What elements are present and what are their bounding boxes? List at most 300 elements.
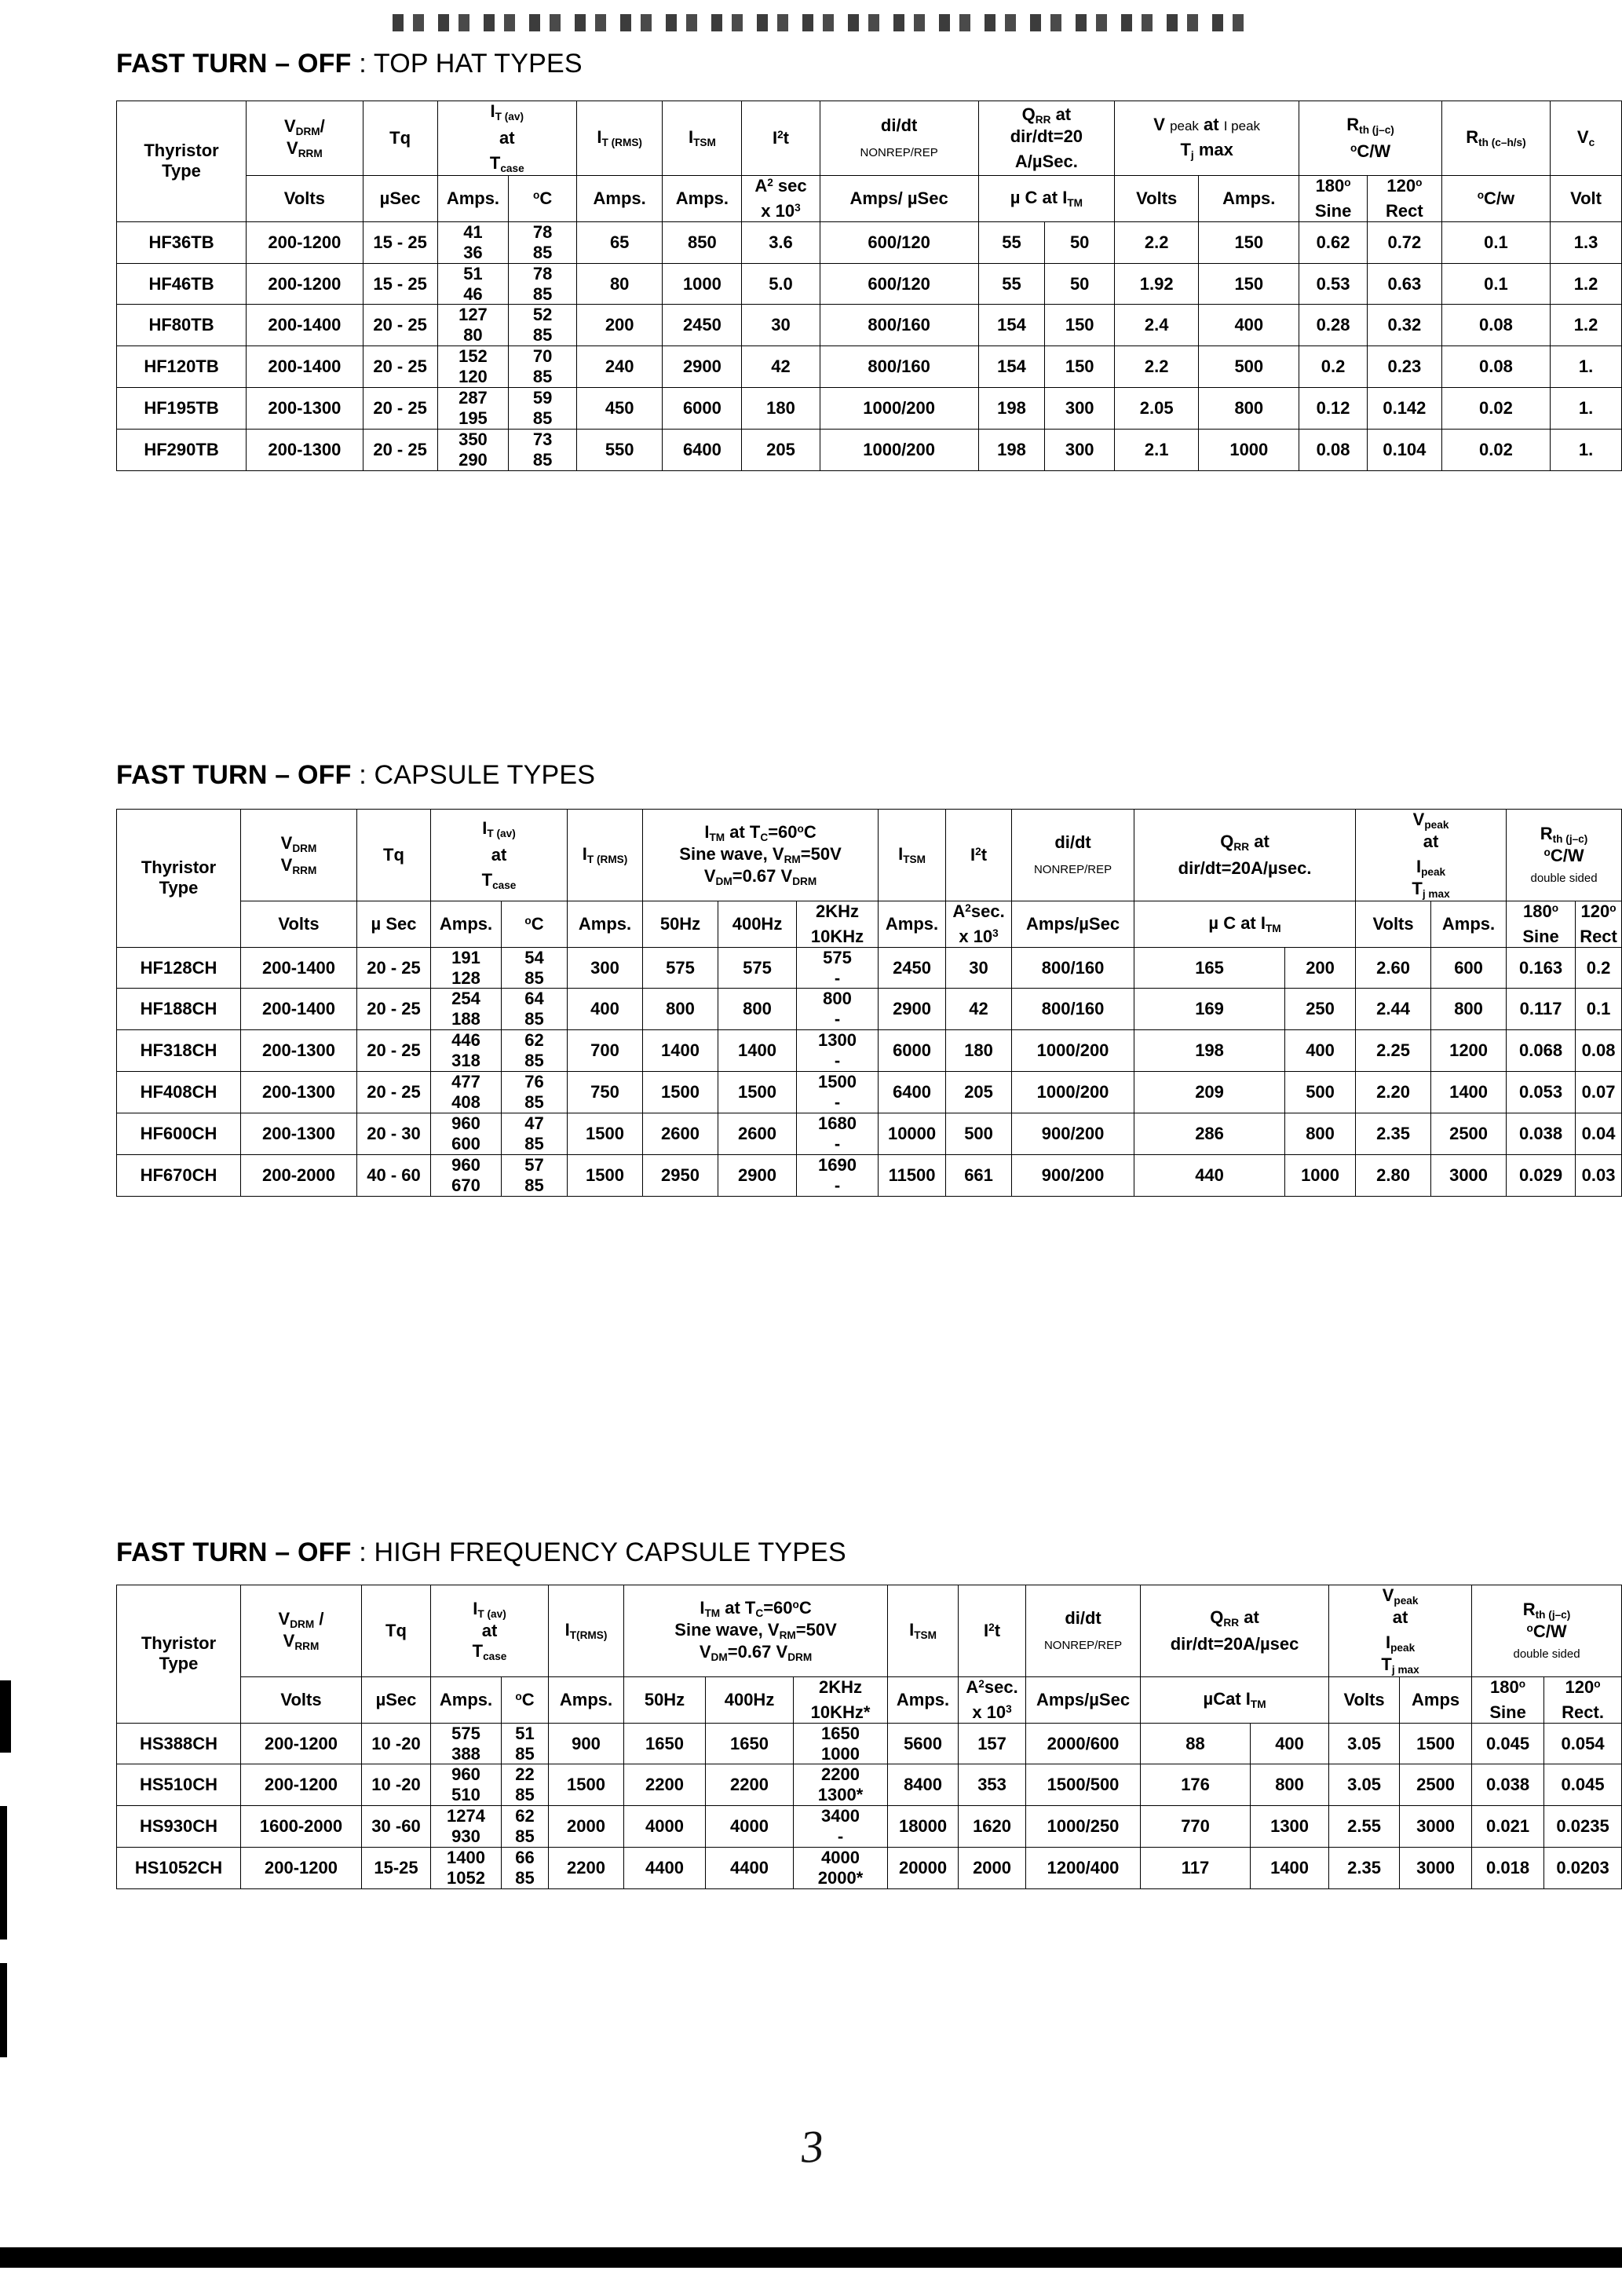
cell-didt: 1000/250 <box>1026 1806 1141 1848</box>
unit-cw: $^o$C/w <box>1441 175 1550 221</box>
cell-didt: 800/160 <box>1012 947 1134 989</box>
cell-i2t: 30 <box>946 947 1012 989</box>
cell-qrr: 440 <box>1134 1155 1285 1197</box>
cell-rth120: 0.0235 <box>1544 1806 1622 1848</box>
cell-vpeak: 3.05 <box>1329 1723 1400 1764</box>
cell-itrms: 750 <box>568 1072 643 1113</box>
unit-amps-peak: Amps. <box>1199 175 1299 221</box>
cell-didt: 900/200 <box>1012 1113 1134 1155</box>
cell-rth120: 0.32 <box>1367 305 1441 346</box>
cell-qrr: 209 <box>1134 1072 1285 1113</box>
cell-rth180: 0.038 <box>1472 1764 1544 1806</box>
cell-qrr1: 198 <box>978 430 1045 471</box>
cell-voltage: 200-1200 <box>241 1764 362 1806</box>
header-vdrm-vrrm: $V_{DRM}/$ $V_{RRM}$ <box>247 101 363 176</box>
cell-itav: 152 120 <box>437 346 509 388</box>
unit-120-rect: 120$^o$ Rect <box>1576 901 1622 947</box>
cell-didt: 1200/400 <box>1026 1848 1141 1889</box>
cell-i2t: 5.0 <box>742 263 820 305</box>
cell-tcase: 22 85 <box>502 1764 549 1806</box>
cell-rth180: 0.2 <box>1299 346 1368 388</box>
header-tq: Tq <box>357 810 431 901</box>
unit-amps-rms: Amps. <box>577 175 663 221</box>
cell-itsm: 1000 <box>663 263 742 305</box>
cell-rth180: 0.08 <box>1299 430 1368 471</box>
cell-itm-400hz: 4400 <box>706 1848 794 1889</box>
table-header-row <box>117 101 1622 176</box>
cell-qrr: 88 <box>1141 1723 1251 1764</box>
cell-voltage: 200-1300 <box>241 1072 357 1113</box>
cell-voltage: 200-1200 <box>241 1848 362 1889</box>
cell-type: HF670CH <box>117 1155 241 1197</box>
cell-rth120: 0.04 <box>1576 1113 1622 1155</box>
cell-tcase: 51 85 <box>502 1723 549 1764</box>
unit-uc-itm: µCat $I_{TM}$ <box>1141 1676 1329 1723</box>
cell-ipeak: 2500 <box>1431 1113 1507 1155</box>
header-thyristor-type: Thyristor Type <box>117 101 247 222</box>
table-row <box>117 1806 1622 1848</box>
unit-2khz: 2KHz 10KHz <box>797 901 879 947</box>
cell-didt: 800/160 <box>1012 989 1134 1030</box>
cell-itm-400hz: 800 <box>718 989 797 1030</box>
cell-voltage: 200-1200 <box>247 221 363 263</box>
unit-120-rect: 120$^o$ Rect. <box>1544 1676 1622 1723</box>
cell-ipeak: 1500 <box>1400 1723 1472 1764</box>
unit-usec: µSec <box>362 1676 431 1723</box>
header-it-av: $I_{T (av)}$ at $T_{case}$ <box>431 1585 549 1677</box>
cell-itsm: 5600 <box>888 1723 959 1764</box>
cell-qrr2: 300 <box>1045 388 1115 430</box>
cell-tcase: 62 85 <box>502 1030 568 1072</box>
header-vc: $V_c$ <box>1551 101 1622 176</box>
cell-ipeak: 1400 <box>1431 1072 1507 1113</box>
cell-itm-2khz: 800 - <box>797 989 879 1030</box>
cell-didt: 1500/500 <box>1026 1764 1141 1806</box>
cell-ipeak: 1200 <box>1431 1030 1507 1072</box>
header-vpeak: V peak at I peak $T_j$ max <box>1115 101 1299 176</box>
unit-a2sec: $A^2\sec$. x $10^3$ <box>946 901 1012 947</box>
unit-volts: Volts <box>241 901 357 947</box>
cell-rth120: 0.07 <box>1576 1072 1622 1113</box>
cell-voltage: 200-1300 <box>241 1113 357 1155</box>
cell-tq: 20 - 30 <box>357 1113 431 1155</box>
cell-itav: 1274 930 <box>431 1806 502 1848</box>
cell-type: HF600CH <box>117 1113 241 1155</box>
cell-itav: 350 290 <box>437 430 509 471</box>
cell-vc: 1.2 <box>1551 305 1622 346</box>
cell-tcase: 47 85 <box>502 1113 568 1155</box>
unit-volts-peak: Volts <box>1329 1676 1400 1723</box>
cell-rth-chs: 0.1 <box>1441 263 1550 305</box>
cell-itm-2khz: 1300 - <box>797 1030 879 1072</box>
cell-qrr: 169 <box>1134 989 1285 1030</box>
cell-didt: 2000/600 <box>1026 1723 1141 1764</box>
cell-i2t: 157 <box>959 1723 1026 1764</box>
cell-vc: 1.2 <box>1551 263 1622 305</box>
unit-amps-rms: Amps. <box>549 1676 624 1723</box>
cell-i2t: 661 <box>946 1155 1012 1197</box>
header-didt: di/dt NONREP/REP <box>1012 810 1134 901</box>
header-qrr: $Q_{RR}$ at dir/dt=20A/µsec <box>1141 1585 1329 1677</box>
cell-i2t: 180 <box>742 388 820 430</box>
cell-itrms: 2200 <box>549 1848 624 1889</box>
cell-itm-2khz: 4000 2000* <box>794 1848 888 1889</box>
cell-tq: 30 -60 <box>362 1806 431 1848</box>
cell-rth120: 0.08 <box>1576 1030 1622 1072</box>
header-it-av: $I_{T (av)}$ at $T_{case}$ <box>431 810 568 901</box>
cell-tcase: 59 85 <box>509 388 577 430</box>
table-row <box>117 1155 1622 1197</box>
cell-rth-chs: 0.02 <box>1441 430 1550 471</box>
cell-type: HF80TB <box>117 305 247 346</box>
table-row <box>117 1848 1622 1889</box>
unit-amps-usec: Amps/µSec <box>1012 901 1134 947</box>
cell-vpeak: 2.35 <box>1329 1848 1400 1889</box>
cell-itm-2khz: 3400 - <box>794 1806 888 1848</box>
cell-type: HS930CH <box>117 1806 241 1848</box>
cell-qrr-ipeak: 1000 <box>1285 1155 1356 1197</box>
cell-vpeak: 2.2 <box>1115 346 1199 388</box>
cell-voltage: 200-1300 <box>247 388 363 430</box>
scan-bottom-artifact <box>0 2247 1622 2268</box>
cell-rth180: 0.045 <box>1472 1723 1544 1764</box>
cell-tcase: 66 85 <box>502 1848 549 1889</box>
unit-50hz: 50Hz <box>624 1676 706 1723</box>
section-title-light: : HIGH FREQUENCY CAPSULE TYPES <box>351 1537 846 1567</box>
cell-itm-400hz: 2600 <box>718 1113 797 1155</box>
cell-ipeak: 3000 <box>1400 1806 1472 1848</box>
cell-i2t: 180 <box>946 1030 1012 1072</box>
cell-rth180: 0.029 <box>1507 1155 1576 1197</box>
cell-i2t: 3.6 <box>742 221 820 263</box>
cell-ipeak: 3000 <box>1400 1848 1472 1889</box>
cell-itm-50hz: 1500 <box>643 1072 718 1113</box>
cell-itm-400hz: 2900 <box>718 1155 797 1197</box>
cell-qrr-ipeak: 400 <box>1285 1030 1356 1072</box>
cell-vpeak: 3.05 <box>1329 1764 1400 1806</box>
cell-itav: 51 46 <box>437 263 509 305</box>
cell-itm-400hz: 1400 <box>718 1030 797 1072</box>
cell-i2t: 353 <box>959 1764 1026 1806</box>
header-it-rms: $I_{T (RMS)}$ <box>568 810 643 901</box>
cell-qrr-ipeak: 800 <box>1251 1764 1329 1806</box>
cell-tcase: 78 85 <box>509 221 577 263</box>
header-itsm: $I_{TSM}$ <box>663 101 742 176</box>
cell-rth180: 0.018 <box>1472 1848 1544 1889</box>
cell-tq: 20 - 25 <box>357 947 431 989</box>
cell-rth180: 0.53 <box>1299 263 1368 305</box>
cell-type: HF188CH <box>117 989 241 1030</box>
table-row <box>117 989 1622 1030</box>
cell-ipeak: 3000 <box>1431 1155 1507 1197</box>
header-tq: Tq <box>363 101 437 176</box>
cell-tcase: 52 85 <box>509 305 577 346</box>
cell-rth-chs: 0.08 <box>1441 346 1550 388</box>
unit-amps-tsm: Amps. <box>888 1676 959 1723</box>
table-row <box>117 388 1622 430</box>
cell-type: HS510CH <box>117 1764 241 1806</box>
cell-i2t: 42 <box>742 346 820 388</box>
cell-type: HF290TB <box>117 430 247 471</box>
cell-vpeak: 2.80 <box>1356 1155 1431 1197</box>
header-vpeak: $V_{peak}$ at $I_{peak}$ $T_{j max}$ <box>1329 1585 1472 1677</box>
scan-edge-artifact <box>0 1680 11 1753</box>
header-i2t: $I^2t$ <box>742 101 820 176</box>
table-row <box>117 1113 1622 1155</box>
scan-edge-artifact <box>0 1806 7 1940</box>
unit-volts-peak: Volts <box>1356 901 1431 947</box>
cell-tq: 20 - 25 <box>363 388 437 430</box>
cell-tcase: 78 85 <box>509 263 577 305</box>
cell-type: HF408CH <box>117 1072 241 1113</box>
cell-rth180: 0.28 <box>1299 305 1368 346</box>
cell-itav: 127 80 <box>437 305 509 346</box>
cell-itsm: 2900 <box>879 989 946 1030</box>
cell-didt: 1000/200 <box>1012 1072 1134 1113</box>
page-number: 3 <box>798 2120 826 2173</box>
cell-type: HF318CH <box>117 1030 241 1072</box>
cell-rth120: 0.03 <box>1576 1155 1622 1197</box>
cell-itm-50hz: 4000 <box>624 1806 706 1848</box>
cell-didt: 800/160 <box>820 346 978 388</box>
cell-itm-2khz: 1680 - <box>797 1113 879 1155</box>
section-title-top-hat <box>116 49 583 79</box>
cell-tq: 10 -20 <box>362 1723 431 1764</box>
cell-itm-50hz: 2200 <box>624 1764 706 1806</box>
cell-rth120: 0.2 <box>1576 947 1622 989</box>
unit-120-rect: 120$^o$ Rect <box>1367 175 1441 221</box>
header-itm-block: $I_{TM}$ at $T_C=60^oC$ Sine wave, $V_{RM}=50V$ $V_{DM}=0.67$ $V_{DRM}$ <box>624 1585 888 1677</box>
cell-itm-2khz: 1690 - <box>797 1155 879 1197</box>
cell-itsm: 6000 <box>663 388 742 430</box>
cell-qrr2: 50 <box>1045 263 1115 305</box>
cell-vc: 1.3 <box>1551 221 1622 263</box>
cell-vpeak: 1.92 <box>1115 263 1199 305</box>
cell-ipeak: 400 <box>1199 305 1299 346</box>
unit-2khz: 2KHz 10KHz* <box>794 1676 888 1723</box>
cell-itsm: 8400 <box>888 1764 959 1806</box>
table-row <box>117 1072 1622 1113</box>
cell-rth180: 0.053 <box>1507 1072 1576 1113</box>
table-row <box>117 346 1622 388</box>
cell-rth120: 0.142 <box>1367 388 1441 430</box>
section-title-light: : CAPSULE TYPES <box>351 760 596 790</box>
cell-ipeak: 150 <box>1199 263 1299 305</box>
cell-tq: 20 - 25 <box>363 346 437 388</box>
cell-vpeak: 2.2 <box>1115 221 1199 263</box>
unit-amps-usec: Amps/ µSec <box>820 175 978 221</box>
cell-didt: 800/160 <box>820 305 978 346</box>
unit-amps: Amps. <box>437 175 509 221</box>
cell-itm-50hz: 1400 <box>643 1030 718 1072</box>
header-vpeak: $V_{peak}$ at $I_{peak}$ $T_{j max}$ <box>1356 810 1507 901</box>
cell-itm-50hz: 2600 <box>643 1113 718 1155</box>
cell-i2t: 1620 <box>959 1806 1026 1848</box>
cell-voltage: 200-2000 <box>241 1155 357 1197</box>
cell-itrms: 1500 <box>568 1113 643 1155</box>
cell-qrr-ipeak: 500 <box>1285 1072 1356 1113</box>
header-i2t: $I^2t$ <box>959 1585 1026 1677</box>
table-row <box>117 1030 1622 1072</box>
cell-tq: 20 - 25 <box>357 1030 431 1072</box>
cell-qrr-ipeak: 1300 <box>1251 1806 1329 1848</box>
cell-itav: 446 318 <box>431 1030 502 1072</box>
cell-didt: 1000/200 <box>820 388 978 430</box>
cell-rth120: 0.1 <box>1576 989 1622 1030</box>
cell-itm-2khz: 1650 1000 <box>794 1723 888 1764</box>
unit-180-sine: 180$^o$ Sine <box>1472 1676 1544 1723</box>
unit-amps-tsm: Amps. <box>663 175 742 221</box>
cell-tq: 20 - 25 <box>363 430 437 471</box>
cell-itav: 960 670 <box>431 1155 502 1197</box>
cell-voltage: 200-1400 <box>241 947 357 989</box>
header-rth-chs: $R_{th (c-h/s)}$ <box>1441 101 1550 176</box>
cell-itm-400hz: 1650 <box>706 1723 794 1764</box>
cell-voltage: 200-1400 <box>247 346 363 388</box>
cell-vpeak: 2.55 <box>1329 1806 1400 1848</box>
cell-ipeak: 2500 <box>1400 1764 1472 1806</box>
unit-amps-usec: Amps/µSec <box>1026 1676 1141 1723</box>
cell-tcase: 62 85 <box>502 1806 549 1848</box>
cell-tq: 40 - 60 <box>357 1155 431 1197</box>
cell-type: HF128CH <box>117 947 241 989</box>
cell-tq: 15 - 25 <box>363 221 437 263</box>
header-it-rms: $I_{T(RMS)}$ <box>549 1585 624 1677</box>
cell-ipeak: 600 <box>1431 947 1507 989</box>
cell-itrms: 450 <box>577 388 663 430</box>
table-capsule-types <box>116 809 1622 1197</box>
cell-i2t: 30 <box>742 305 820 346</box>
cell-itrms: 1500 <box>549 1764 624 1806</box>
cell-voltage: 200-1400 <box>247 305 363 346</box>
cell-qrr2: 50 <box>1045 221 1115 263</box>
unit-amps-rms: Amps. <box>568 901 643 947</box>
cell-itrms: 300 <box>568 947 643 989</box>
cell-voltage: 200-1200 <box>247 263 363 305</box>
cell-i2t: 42 <box>946 989 1012 1030</box>
cell-vc: 1. <box>1551 430 1622 471</box>
cell-qrr1: 154 <box>978 346 1045 388</box>
cell-rth-chs: 0.02 <box>1441 388 1550 430</box>
cell-itsm: 18000 <box>888 1806 959 1848</box>
cell-itav: 960 600 <box>431 1113 502 1155</box>
cell-type: HF120TB <box>117 346 247 388</box>
cell-itav: 41 36 <box>437 221 509 263</box>
cell-itsm: 11500 <box>879 1155 946 1197</box>
unit-usec: µ Sec <box>357 901 431 947</box>
cell-qrr: 176 <box>1141 1764 1251 1806</box>
unit-amps: Amps. <box>431 1676 502 1723</box>
cell-qrr2: 300 <box>1045 430 1115 471</box>
table-row <box>117 263 1622 305</box>
cell-itrms: 240 <box>577 346 663 388</box>
cell-ipeak: 1000 <box>1199 430 1299 471</box>
cell-type: HS1052CH <box>117 1848 241 1889</box>
cell-i2t: 2000 <box>959 1848 1026 1889</box>
table-row <box>117 947 1622 989</box>
header-itsm: $I_{TSM}$ <box>879 810 946 901</box>
cell-rth180: 0.038 <box>1507 1113 1576 1155</box>
cell-qrr1: 55 <box>978 263 1045 305</box>
cell-i2t: 500 <box>946 1113 1012 1155</box>
cell-ipeak: 150 <box>1199 221 1299 263</box>
cell-rth180: 0.163 <box>1507 947 1576 989</box>
cell-rth120: 0.72 <box>1367 221 1441 263</box>
cell-itav: 254 188 <box>431 989 502 1030</box>
unit-400hz: 400Hz <box>706 1676 794 1723</box>
cell-rth-chs: 0.08 <box>1441 305 1550 346</box>
header-rth-jc: $R_{th (j-c)}$ $^o$C/W double sided <box>1472 1585 1622 1677</box>
cell-rth180: 0.62 <box>1299 221 1368 263</box>
cell-itsm: 20000 <box>888 1848 959 1889</box>
cell-rth120: 0.63 <box>1367 263 1441 305</box>
cell-ipeak: 500 <box>1199 346 1299 388</box>
cell-type: HS388CH <box>117 1723 241 1764</box>
cell-itsm: 2450 <box>663 305 742 346</box>
unit-volts: Volts <box>247 175 363 221</box>
cell-type: HF195TB <box>117 388 247 430</box>
cell-itrms: 900 <box>549 1723 624 1764</box>
cell-tcase: 76 85 <box>502 1072 568 1113</box>
header-itsm: $I_{TSM}$ <box>888 1585 959 1677</box>
cell-itav: 960 510 <box>431 1764 502 1806</box>
cell-itm-50hz: 2950 <box>643 1155 718 1197</box>
cell-qrr-ipeak: 1400 <box>1251 1848 1329 1889</box>
table-header-row <box>117 810 1622 901</box>
section-title-light: : TOP HAT TYPES <box>351 49 583 79</box>
unit-amps-peak: Amps. <box>1431 901 1507 947</box>
header-qrr: $Q_{RR}$ at dir/dt=20A/µsec. <box>1134 810 1356 901</box>
cell-tcase: 73 85 <box>509 430 577 471</box>
cell-itsm: 10000 <box>879 1113 946 1155</box>
cell-itm-50hz: 1650 <box>624 1723 706 1764</box>
header-i2t: $I^2t$ <box>946 810 1012 901</box>
table-row <box>117 1764 1622 1806</box>
cell-itrms: 1500 <box>568 1155 643 1197</box>
cell-qrr: 165 <box>1134 947 1285 989</box>
cell-type: HF46TB <box>117 263 247 305</box>
cell-itm-50hz: 4400 <box>624 1848 706 1889</box>
cell-tq: 10 -20 <box>362 1764 431 1806</box>
cell-itrms: 400 <box>568 989 643 1030</box>
unit-degc: $^o$C <box>509 175 577 221</box>
table-unit-row <box>117 175 1622 221</box>
cell-itm-400hz: 4000 <box>706 1806 794 1848</box>
cell-qrr-ipeak: 250 <box>1285 989 1356 1030</box>
cell-qrr1: 154 <box>978 305 1045 346</box>
unit-a2sec: $A^2$ sec x $10^3$ <box>742 175 820 221</box>
cell-qrr: 286 <box>1134 1113 1285 1155</box>
cell-didt: 600/120 <box>820 221 978 263</box>
cell-qrr2: 150 <box>1045 346 1115 388</box>
cell-itrms: 550 <box>577 430 663 471</box>
table-row <box>117 1723 1622 1764</box>
cell-vpeak: 2.05 <box>1115 388 1199 430</box>
section-title-bold: FAST TURN – OFF <box>116 49 352 79</box>
header-thyristor-type: Thyristor Type <box>117 1585 241 1724</box>
cell-itsm: 6400 <box>879 1072 946 1113</box>
table-top-hat-types <box>116 101 1622 471</box>
scan-edge-artifact <box>0 1963 7 2057</box>
cell-voltage: 200-1400 <box>241 989 357 1030</box>
cell-rth180: 0.12 <box>1299 388 1368 430</box>
cell-itrms: 700 <box>568 1030 643 1072</box>
scan-noise-artifact <box>393 14 1256 31</box>
unit-50hz: 50Hz <box>643 901 718 947</box>
unit-180-sine: 180$^o$ Sine <box>1507 901 1576 947</box>
header-didt: di/dt NONREP/REP <box>820 101 978 176</box>
cell-voltage: 1600-2000 <box>241 1806 362 1848</box>
